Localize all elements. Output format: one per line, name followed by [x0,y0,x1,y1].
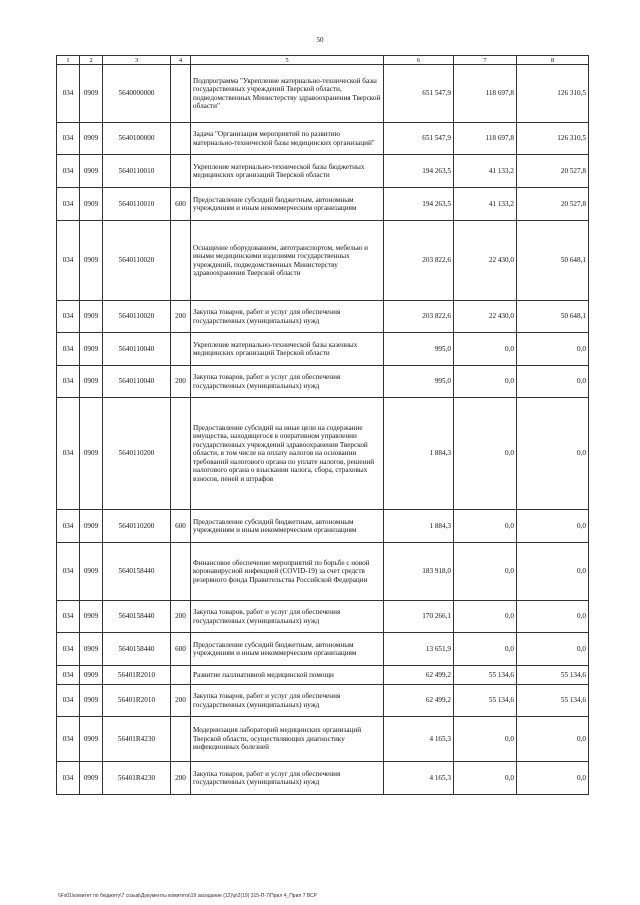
description-cell: Укрепление материально-технической базы бюджетных медицинских организаций Тверской области [191,155,384,188]
code-cell: 034 [57,301,80,333]
amount-cell: 0,0 [454,398,517,510]
code-cell: 200 [171,762,191,795]
code-cell: 034 [57,762,80,795]
code-cell: 034 [57,543,80,601]
code-cell: 034 [57,221,80,301]
code-cell: 0909 [80,601,103,633]
amount-cell: 0,0 [517,543,589,601]
amount-cell: 4 165,3 [384,717,454,762]
code-cell: 0909 [80,188,103,221]
description-cell: Финансовое обеспечение мероприятий по борьбе с новой коронавирусной инфекцией (COVID-19) за счет средств резервного фонда Правительства Российской Федерации [191,543,384,601]
code-cell: 0909 [80,155,103,188]
code-cell: 5640110200 [103,510,171,543]
column-header: 7 [454,56,517,65]
code-cell: 0909 [80,221,103,301]
code-cell: 200 [171,301,191,333]
code-cell: 034 [57,685,80,717]
description-cell: Предоставление субсидий бюджетным, автономным учреждениям и иным некоммерческим организациям [191,510,384,543]
description-cell: Развитие паллиативной медицинской помощи [191,666,384,685]
code-cell: 034 [57,155,80,188]
amount-cell: 20 527,8 [517,155,589,188]
amount-cell: 0,0 [517,717,589,762]
code-cell: 5640110040 [103,333,171,366]
code-cell [171,333,191,366]
description-cell: Модернизация лабораторий медицинских организаций Тверской области, осуществляющих диагностику инфекционных болезней [191,717,384,762]
code-cell: 034 [57,65,80,123]
amount-cell: 0,0 [454,633,517,666]
amount-cell: 41 133,2 [454,188,517,221]
budget-table [56,55,589,795]
column-header: 4 [171,56,191,65]
code-cell: 0909 [80,762,103,795]
code-cell [171,123,191,155]
amount-cell: 0,0 [454,366,517,398]
description-cell: Предоставление субсидий на иные цели на содержание имущества, находящегося в оперативном управлении государственных учреждений здравоохранения Тверской области, в том числе на оплату налогов на основании требований налогового органа по уплате налогов, решений налогового органа о взыскании налога, сбора, страховых взносов, пеней и штрафов [191,398,384,510]
amount-cell: 1 884,3 [384,398,454,510]
description-cell: Задача "Организация мероприятий по развитию материально-технической базы медицинских организаций" [191,123,384,155]
table-row [57,123,589,155]
column-header: 8 [517,56,589,65]
code-cell: 56401R4230 [103,717,171,762]
description-cell: Укрепление материально-технической базы казенных медицинских организаций Тверской области [191,333,384,366]
amount-cell: 22 430,0 [454,221,517,301]
code-cell [171,65,191,123]
table-row [57,398,589,510]
description-cell: Предоставление субсидий бюджетным, автономным учреждениям и иным некоммерческим организациям [191,633,384,666]
code-cell: 5640110020 [103,301,171,333]
amount-cell: 0,0 [454,717,517,762]
table-row [57,301,589,333]
amount-cell: 0,0 [517,633,589,666]
code-cell: 200 [171,601,191,633]
column-header: 3 [103,56,171,65]
amount-cell: 995,0 [384,366,454,398]
code-cell [171,717,191,762]
amount-cell: 118 697,8 [454,65,517,123]
amount-cell: 0,0 [517,510,589,543]
code-cell: 5640110020 [103,221,171,301]
code-cell: 200 [171,366,191,398]
code-cell: 034 [57,510,80,543]
amount-cell: 203 822,6 [384,221,454,301]
table-row [57,366,589,398]
column-header: 6 [384,56,454,65]
amount-cell: 170 266,1 [384,601,454,633]
amount-cell: 0,0 [517,601,589,633]
amount-cell: 0,0 [517,366,589,398]
table-row [57,221,589,301]
amount-cell: 0,0 [517,333,589,366]
code-cell: 5640000000 [103,65,171,123]
description-cell: Подпрограмма "Укрепление материально-технической базы государственных учреждений Тверской области, подведомственных Министерству здравоохранения Тверской области" [191,65,384,123]
code-cell: 034 [57,666,80,685]
amount-cell: 62 499,2 [384,685,454,717]
code-cell: 5640158440 [103,633,171,666]
amount-cell: 0,0 [454,510,517,543]
code-cell: 5640158440 [103,601,171,633]
code-cell: 5640158440 [103,543,171,601]
code-cell: 034 [57,123,80,155]
code-cell: 5640110010 [103,188,171,221]
description-cell: Закупка товаров, работ и услуг для обеспечения государственных (муниципальных) нужд [191,762,384,795]
amount-cell: 50 648,1 [517,221,589,301]
code-cell: 0909 [80,717,103,762]
amount-cell: 0,0 [517,398,589,510]
code-cell [171,155,191,188]
code-cell: 034 [57,333,80,366]
code-cell: 0909 [80,333,103,366]
amount-cell: 203 822,6 [384,301,454,333]
table-row [57,510,589,543]
amount-cell: 194 263,5 [384,155,454,188]
code-cell [171,666,191,685]
amount-cell: 50 648,1 [517,301,589,333]
amount-cell: 183 918,0 [384,543,454,601]
table-row [57,543,589,601]
amount-cell: 0,0 [454,333,517,366]
code-cell: 0909 [80,633,103,666]
description-cell: Закупка товаров, работ и услуг для обеспечения государственных (муниципальных) нужд [191,601,384,633]
amount-cell: 995,0 [384,333,454,366]
amount-cell: 0,0 [454,543,517,601]
table-row [57,666,589,685]
amount-cell: 62 499,2 [384,666,454,685]
code-cell: 0909 [80,123,103,155]
amount-cell: 41 133,2 [454,155,517,188]
amount-cell: 651 547,9 [384,123,454,155]
amount-cell: 126 310,5 [517,123,589,155]
table-row [57,601,589,633]
code-cell: 0909 [80,398,103,510]
code-cell: 56401R4230 [103,762,171,795]
code-cell: 600 [171,633,191,666]
amount-cell: 118 697,8 [454,123,517,155]
code-cell: 0909 [80,510,103,543]
amount-cell: 13 651,9 [384,633,454,666]
amount-cell: 126 310,5 [517,65,589,123]
amount-cell: 22 430,0 [454,301,517,333]
column-header: 1 [57,56,80,65]
code-cell [171,221,191,301]
code-cell: 5640110200 [103,398,171,510]
page-number: 50 [316,36,324,44]
amount-cell: 0,0 [454,601,517,633]
column-header: 5 [191,56,384,65]
code-cell: 0909 [80,301,103,333]
code-cell: 034 [57,717,80,762]
table-row [57,685,589,717]
table-body [57,65,589,795]
code-cell: 600 [171,188,191,221]
code-cell: 0909 [80,666,103,685]
amount-cell: 55 134,6 [517,666,589,685]
column-header: 2 [80,56,103,65]
code-cell: 034 [57,366,80,398]
file-path-footer: \\Fs01\комитет по бюджету\7 созыв\Документы комитета\19 заседание (12)\р\2(19) 315-П-7\Прил 4_Прил 7 ВСР [58,893,317,899]
code-cell: 56401R2010 [103,666,171,685]
table-row [57,333,589,366]
amount-cell: 55 134,6 [517,685,589,717]
amount-cell: 20 527,8 [517,188,589,221]
description-cell: Закупка товаров, работ и услуг для обеспечения государственных (муниципальных) нужд [191,685,384,717]
code-cell: 200 [171,685,191,717]
code-cell: 56401R2010 [103,685,171,717]
amount-cell: 55 134,6 [454,685,517,717]
description-cell: Оснащение оборудованием, автотранспортом, мебелью и иными медицинскими изделиями государственных учреждений, подведомственных Министерству здравоохранения Тверской области [191,221,384,301]
code-cell: 034 [57,601,80,633]
code-cell [171,398,191,510]
description-cell: Закупка товаров, работ и услуг для обеспечения государственных (муниципальных) нужд [191,366,384,398]
table-row [57,762,589,795]
table-row [57,717,589,762]
code-cell [171,543,191,601]
table-row [57,633,589,666]
amount-cell: 1 884,3 [384,510,454,543]
code-cell: 034 [57,398,80,510]
description-cell: Закупка товаров, работ и услуг для обеспечения государственных (муниципальных) нужд [191,301,384,333]
code-cell: 0909 [80,65,103,123]
amount-cell: 0,0 [517,762,589,795]
amount-cell: 0,0 [454,762,517,795]
amount-cell: 194 263,5 [384,188,454,221]
code-cell: 0909 [80,366,103,398]
table-row [57,188,589,221]
code-cell: 600 [171,510,191,543]
amount-cell: 55 134,6 [454,666,517,685]
code-cell: 5640110010 [103,155,171,188]
table-row [57,65,589,123]
code-cell: 034 [57,188,80,221]
code-cell: 0909 [80,685,103,717]
code-cell: 5640100000 [103,123,171,155]
code-cell: 0909 [80,543,103,601]
code-cell: 5640110040 [103,366,171,398]
table-header-row [57,56,589,65]
amount-cell: 651 547,9 [384,65,454,123]
code-cell: 034 [57,633,80,666]
description-cell: Предоставление субсидий бюджетным, автономным учреждениям и иным некоммерческим организациям [191,188,384,221]
table-row [57,155,589,188]
amount-cell: 4 165,3 [384,762,454,795]
